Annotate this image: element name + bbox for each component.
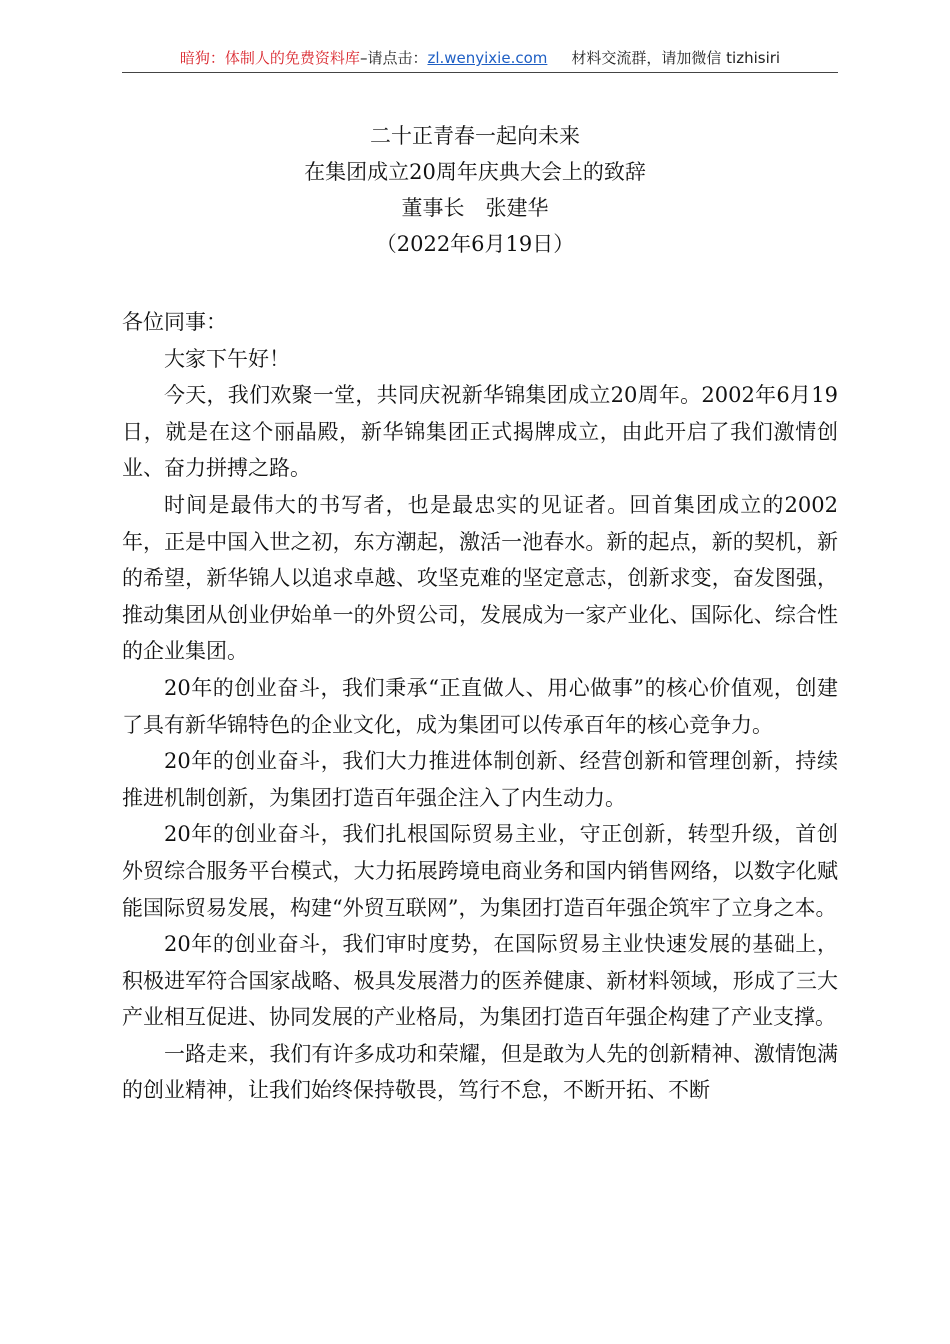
header-group-info: 材料交流群，请加微信 tizhisiri	[571, 49, 781, 67]
document-subtitle: 在集团成立20周年庆典大会上的致辞	[304, 160, 646, 184]
paragraph: 20年的创业奋斗，我们扎根国际贸易主业，守正创新，转型升级，首创外贸综合服务平台模式，大力拓展跨境电商业务和国内销售网络，以数字化赋能国际贸易发展，构建“外贸互联网”，为集团打造百年强企筑牢了立身之本。	[122, 822, 838, 920]
speech-body	[122, 304, 838, 1109]
paragraph: 大家下午好！	[164, 346, 290, 371]
header-prompt: –请点击：	[359, 49, 428, 67]
paragraph: 20年的创业奋斗，我们审时度势，在国际贸易主业快速发展的基础上，积极进军符合国家战略、极具发展潜力的医养健康、新材料领域，形成了三大产业相互促进、协同发展的产业格局，为集团打造百年强企构建了产业支撑。	[122, 932, 838, 1030]
page-header	[122, 44, 838, 73]
date-line: （2022年6月19日）	[375, 232, 575, 256]
speaker-line: 董事长 张建华	[401, 196, 549, 220]
header-brand: 暗狗：体制人的免费资料库	[179, 49, 360, 67]
paragraph: 时间是最伟大的书写者，也是最忠实的见证者。回首集团成立的2002年，正是中国入世之初，东方潮起，激活一池春水。新的起点，新的契机，新的希望，新华锦人以追求卓越、攻坚克难的坚定意志，创新求变，奋发图强，推动集团从创业伊始单一的外贸公司，发展成为一家产业化、国际化、综合性的企业集团。	[122, 492, 838, 664]
document-title: 二十正青春一起向未来	[370, 124, 580, 148]
paragraph: 20年的创业奋斗，我们秉承“正直做人、用心做事”的核心价值观，创建了具有新华锦特色的企业文化，成为集团可以传承百年的核心竞争力。	[122, 675, 838, 737]
paragraph: 今天，我们欢聚一堂，共同庆祝新华锦集团成立20周年。2002年6月19日，就是在这个丽晶殿，新华锦集团正式揭牌成立，由此开启了我们激情创业、奋力拼搏之路。	[122, 383, 838, 481]
title-block	[0, 118, 950, 262]
paragraph: 20年的创业奋斗，我们大力推进体制创新、经营创新和管理创新，持续推进机制创新，为集团打造百年强企注入了内生动力。	[122, 749, 838, 810]
header-link[interactable]: zl.wenyixie.com	[427, 49, 548, 67]
paragraph: 一路走来，我们有许多成功和荣耀，但是敢为人先的创新精神、激情饱满的创业精神，让我们始终保持敬畏，笃行不怠，不断开拓、不断	[122, 1041, 838, 1103]
salutation: 各位同事：	[122, 310, 227, 334]
